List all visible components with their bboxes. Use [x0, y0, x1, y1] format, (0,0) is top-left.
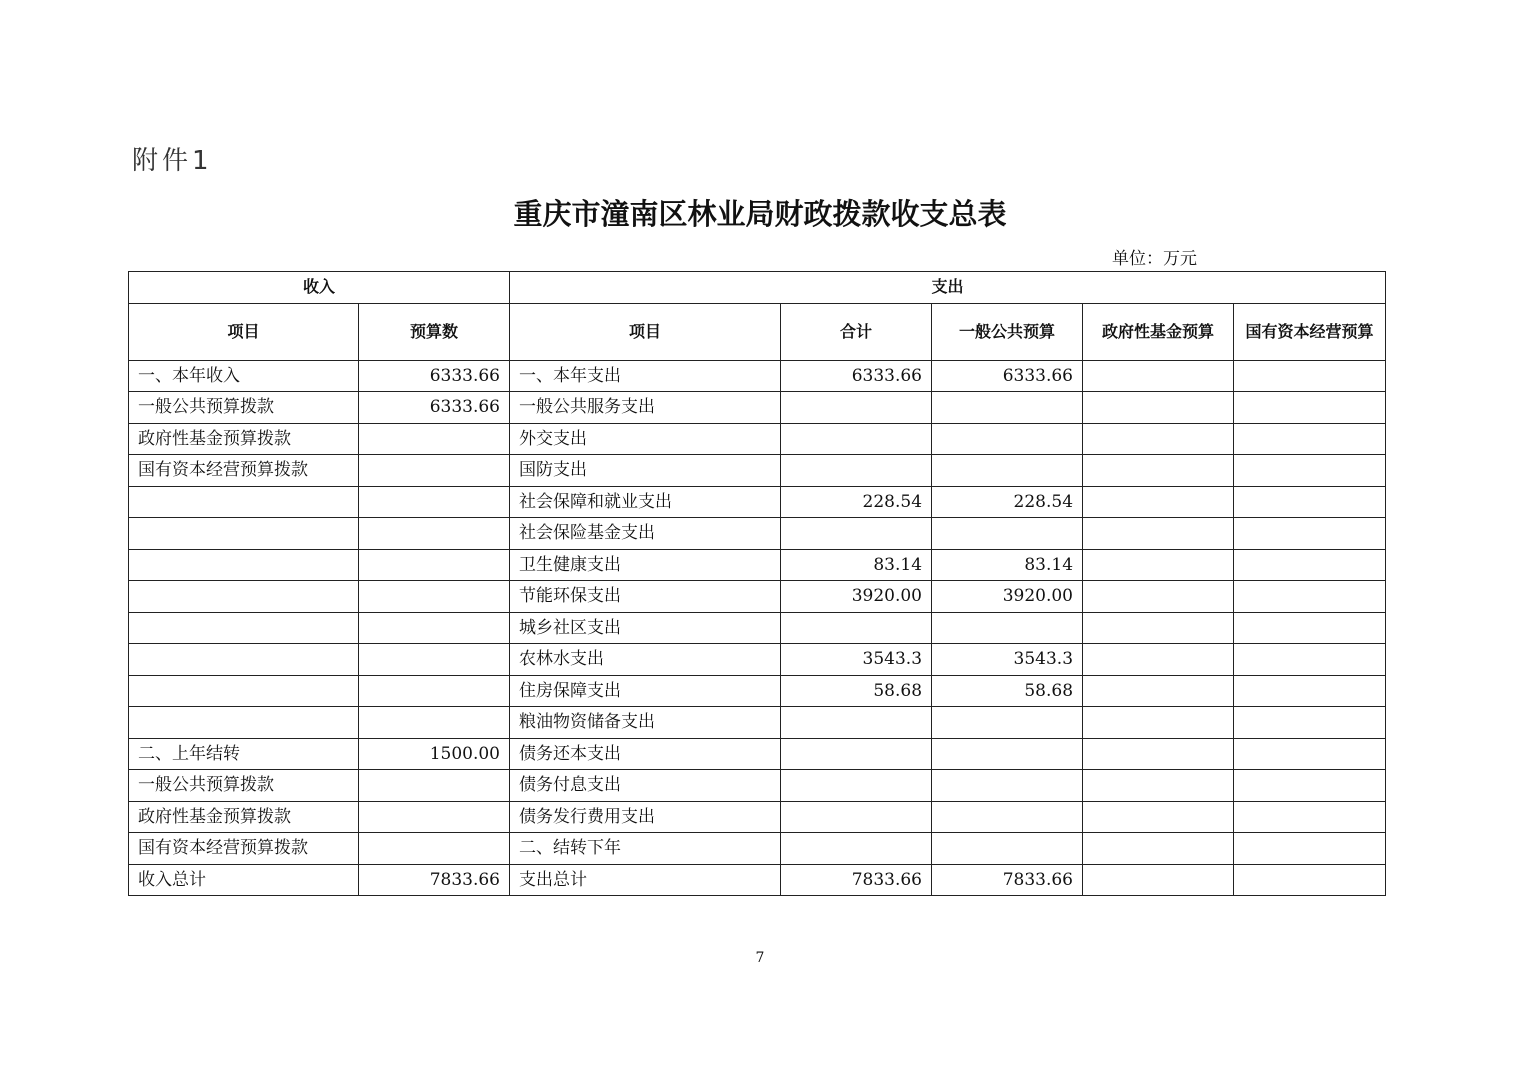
expense-total-cell: [781, 801, 932, 833]
total-header: 合计: [781, 303, 932, 360]
general-public-budget-cell: 3920.00: [932, 581, 1083, 613]
state-capital-budget-cell: [1234, 612, 1386, 644]
expense-total-value: 7833.66: [781, 864, 932, 896]
state-capital-budget-cell: [1234, 486, 1386, 518]
annex-label: 附件1: [132, 146, 213, 176]
income-total-value: 7833.66: [359, 864, 510, 896]
general-public-budget-cell: [932, 770, 1083, 802]
income-total-label: 收入总计: [129, 864, 359, 896]
government-fund-budget-cell: [1083, 518, 1234, 550]
expense-total-label: 支出总计: [510, 864, 781, 896]
table-row: [129, 518, 1386, 550]
government-fund-budget-cell: [1083, 392, 1234, 424]
state-capital-budget-header: 国有资本经营预算: [1234, 303, 1386, 360]
income-item-cell: [129, 549, 359, 581]
general-public-budget-cell: 83.14: [932, 549, 1083, 581]
table-row: [129, 549, 1386, 581]
income-budget-cell: 1500.00: [359, 738, 510, 770]
income-budget-cell: [359, 423, 510, 455]
general-public-budget-cell: [932, 423, 1083, 455]
table-row: [129, 833, 1386, 865]
income-budget-cell: 6333.66: [359, 360, 510, 392]
general-public-budget-cell: [932, 738, 1083, 770]
income-item-cell: 一、本年收入: [129, 360, 359, 392]
income-item-header: 项目: [129, 303, 359, 360]
income-budget-cell: [359, 549, 510, 581]
state-capital-budget-cell: [1234, 455, 1386, 487]
table-row: [129, 738, 1386, 770]
table-row: [129, 612, 1386, 644]
government-fund-budget-cell: [1083, 360, 1234, 392]
table-row: [129, 392, 1386, 424]
general-public-budget-cell: 3543.3: [932, 644, 1083, 676]
general-public-budget-cell: [932, 392, 1083, 424]
expense-total-cell: [781, 738, 932, 770]
income-item-cell: 一般公共预算拨款: [129, 770, 359, 802]
general-public-budget-cell: [932, 801, 1083, 833]
income-budget-cell: [359, 707, 510, 739]
general-public-budget-cell: [932, 612, 1083, 644]
table-row: [129, 770, 1386, 802]
income-item-cell: 国有资本经营预算拨款: [129, 455, 359, 487]
state-capital-budget-cell: [1234, 549, 1386, 581]
expense-item-cell: 卫生健康支出: [510, 549, 781, 581]
general-public-budget-cell: 6333.66: [932, 360, 1083, 392]
table-row: [129, 801, 1386, 833]
state-capital-budget-cell: [1234, 738, 1386, 770]
government-fund-budget-cell: [1083, 675, 1234, 707]
expense-item-cell: 外交支出: [510, 423, 781, 455]
income-item-cell: 政府性基金预算拨款: [129, 423, 359, 455]
government-fund-budget-cell: [1083, 707, 1234, 739]
government-fund-budget-cell: [1083, 644, 1234, 676]
table-row: [129, 360, 1386, 392]
state-capital-budget-cell: [1234, 833, 1386, 865]
expense-item-cell: 社会保障和就业支出: [510, 486, 781, 518]
state-capital-budget-cell: [1234, 581, 1386, 613]
income-item-cell: [129, 612, 359, 644]
table-row: [129, 581, 1386, 613]
expense-group-header: 支出: [510, 272, 1386, 304]
table-row: [129, 486, 1386, 518]
general-public-budget-cell: 58.68: [932, 675, 1083, 707]
income-item-cell: [129, 581, 359, 613]
expense-total-cell: 228.54: [781, 486, 932, 518]
income-budget-cell: [359, 833, 510, 865]
general-public-budget-cell: 228.54: [932, 486, 1083, 518]
budget-table: [128, 271, 1386, 896]
government-fund-budget-cell: [1083, 423, 1234, 455]
totals-row: [129, 864, 1386, 896]
income-item-cell: [129, 518, 359, 550]
expense-total-cell: 58.68: [781, 675, 932, 707]
general-public-budget-cell: [932, 833, 1083, 865]
expense-total-cell: [781, 455, 932, 487]
expense-item-cell: 国防支出: [510, 455, 781, 487]
income-item-cell: [129, 707, 359, 739]
income-item-cell: [129, 675, 359, 707]
table-row: [129, 707, 1386, 739]
expense-total-state: [1234, 864, 1386, 896]
general-public-budget-cell: [932, 455, 1083, 487]
government-fund-budget-cell: [1083, 738, 1234, 770]
expense-item-cell: 节能环保支出: [510, 581, 781, 613]
expense-item-cell: 债务付息支出: [510, 770, 781, 802]
income-item-cell: 一般公共预算拨款: [129, 392, 359, 424]
state-capital-budget-cell: [1234, 707, 1386, 739]
income-budget-header: 预算数: [359, 303, 510, 360]
government-fund-budget-cell: [1083, 770, 1234, 802]
state-capital-budget-cell: [1234, 675, 1386, 707]
expense-total-fund: [1083, 864, 1234, 896]
table-body: [129, 360, 1386, 864]
income-budget-cell: [359, 581, 510, 613]
state-capital-budget-cell: [1234, 392, 1386, 424]
income-item-cell: 国有资本经营预算拨款: [129, 833, 359, 865]
expense-item-cell: 住房保障支出: [510, 675, 781, 707]
income-budget-cell: [359, 675, 510, 707]
state-capital-budget-cell: [1234, 423, 1386, 455]
income-budget-cell: [359, 612, 510, 644]
expense-total-cell: [781, 770, 932, 802]
income-budget-cell: [359, 801, 510, 833]
table-title: 重庆市潼南区林业局财政拨款收支总表: [513, 197, 1007, 231]
expense-total-cell: 83.14: [781, 549, 932, 581]
table-row: [129, 675, 1386, 707]
expense-item-cell: 粮油物资储备支出: [510, 707, 781, 739]
expense-total-cell: 3543.3: [781, 644, 932, 676]
expense-total-cell: [781, 833, 932, 865]
government-fund-budget-cell: [1083, 455, 1234, 487]
table-row: [129, 644, 1386, 676]
expense-item-cell: 债务发行费用支出: [510, 801, 781, 833]
income-budget-cell: [359, 455, 510, 487]
government-fund-budget-cell: [1083, 833, 1234, 865]
income-budget-cell: 6333.66: [359, 392, 510, 424]
income-item-cell: [129, 644, 359, 676]
unit-label: 单位：万元: [1112, 249, 1197, 269]
government-fund-budget-cell: [1083, 612, 1234, 644]
expense-total-cell: [781, 423, 932, 455]
income-item-cell: 政府性基金预算拨款: [129, 801, 359, 833]
income-budget-cell: [359, 644, 510, 676]
state-capital-budget-cell: [1234, 518, 1386, 550]
expense-total-cell: [781, 392, 932, 424]
income-budget-cell: [359, 770, 510, 802]
state-capital-budget-cell: [1234, 360, 1386, 392]
expense-total-cell: [781, 518, 932, 550]
income-group-header: 收入: [129, 272, 510, 304]
expense-item-cell: 城乡社区支出: [510, 612, 781, 644]
expense-item-header: 项目: [510, 303, 781, 360]
general-public-budget-cell: [932, 707, 1083, 739]
expense-total-general: 7833.66: [932, 864, 1083, 896]
column-header-row: [129, 303, 1386, 360]
expense-item-cell: 社会保险基金支出: [510, 518, 781, 550]
government-fund-budget-header: 政府性基金预算: [1083, 303, 1234, 360]
state-capital-budget-cell: [1234, 644, 1386, 676]
government-fund-budget-cell: [1083, 549, 1234, 581]
government-fund-budget-cell: [1083, 581, 1234, 613]
income-item-cell: [129, 486, 359, 518]
general-public-budget-header: 一般公共预算: [932, 303, 1083, 360]
state-capital-budget-cell: [1234, 770, 1386, 802]
general-public-budget-cell: [932, 518, 1083, 550]
expense-total-cell: [781, 612, 932, 644]
expense-item-cell: 债务还本支出: [510, 738, 781, 770]
table-row: [129, 455, 1386, 487]
income-budget-cell: [359, 486, 510, 518]
expense-total-cell: 3920.00: [781, 581, 932, 613]
expense-item-cell: 一、本年支出: [510, 360, 781, 392]
expense-total-cell: 6333.66: [781, 360, 932, 392]
expense-item-cell: 农林水支出: [510, 644, 781, 676]
income-budget-cell: [359, 518, 510, 550]
government-fund-budget-cell: [1083, 486, 1234, 518]
expense-item-cell: 二、结转下年: [510, 833, 781, 865]
group-header-row: [129, 272, 1386, 304]
page-number: 7: [755, 950, 765, 966]
state-capital-budget-cell: [1234, 801, 1386, 833]
income-item-cell: 二、上年结转: [129, 738, 359, 770]
expense-total-cell: [781, 707, 932, 739]
government-fund-budget-cell: [1083, 801, 1234, 833]
expense-item-cell: 一般公共服务支出: [510, 392, 781, 424]
table-row: [129, 423, 1386, 455]
